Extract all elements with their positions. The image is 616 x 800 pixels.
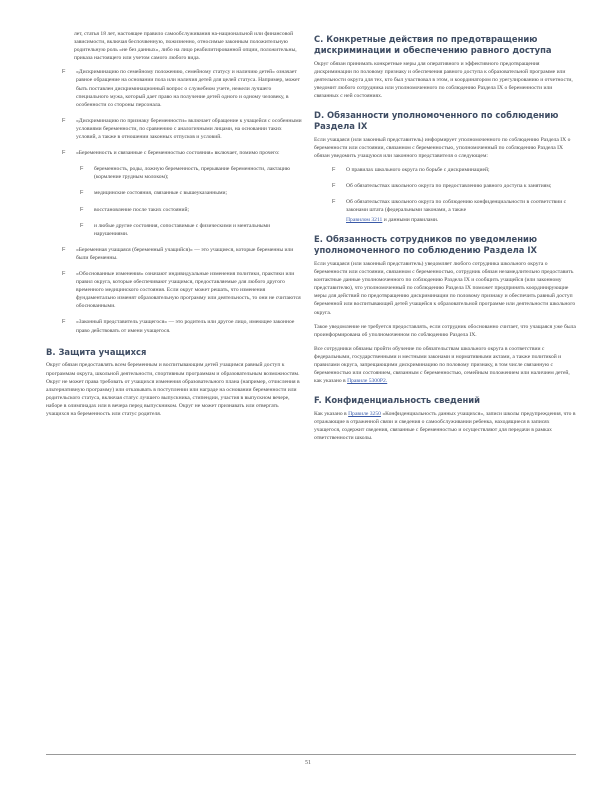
heading-e: E. Обязанность сотрудников по уведомлению уполномоченного по соблюдению Раздела IX [314,234,538,256]
definition-item [80,206,302,214]
bullet-text: Об обязательствах школьного округа по соблюдению конфиденциальности в соответствии с законами штата (федеральными законами, а также [346,199,567,214]
policy-3211-link[interactable]: Правилом 3211 [346,217,383,224]
definitions-list [46,68,302,334]
obligation-item [332,166,576,174]
bullet-marker-icon: F [332,199,336,206]
bullet-marker-icon: F [332,183,336,190]
paragraph-e2: Такое уведомление не требуется предоставлять, если сотрудник обоснованно считает, что учащаяся уже была проинформирована об уполномоченном по соблюдению Раздела IX. [314,323,576,338]
heading-c: C. Конкретные действия по предотвращению дискриминации и обеспечению равного доступа [314,34,552,55]
paragraph-f [314,410,576,442]
bullet-text: «Дискриминацию по признаку беременности» включает обращение к учащейся с особенными условиями беременности, по сравнению с аналогичными лицами, на основании таких условий, а также в отношении законных отпусков и условий. [76,117,302,141]
bullet-marker-icon: F [80,190,84,197]
paragraph-e1: Если учащаяся (или законный представитель) уведомляет любого сотрудника школьного округа о беременности или состоянии, связанном с беременностью, сотрудник обязан незамедлительно предоставить контактные данные уполномоченного по соблюдению Раздела IX и сообщить учащейся (или законному представителю), что уполномоченный по соблюдению Раздела IX поможет предпринять координирующие меры для действий по предотвращению дискриминации по половому признаку и обеспечить равный доступ беременной или воспитывающей детей учащейся к образовательной программе или деятельности школьного округа. [314,261,576,316]
obligation-item [332,182,576,190]
paragraph-e3-text: Все сотрудники обязаны пройти обучение по обязательствам школьного округа в соответствии с федеральными, государственными и местными законами и нормативными актами, а также политикой и правилами округа, запрещающими дискриминацию по половому признаку, в том числе связанную с беременностью или состоянием, связанным с беременностью, семейным положением или наличием детей, как указано в [314,345,570,385]
footer-rule [46,754,576,755]
bullet-text: «Обоснованные изменения» означают индивидуальные изменения политики, практики или правил округа, которые обеспечивают учащимся, предоставляемые для любого другого временного медицинского состояния. Если округ может решать, что изменения фундаментально изменят образовательную программу или деятельность, то они не считаются обоснованными. [76,270,301,310]
bullet-marker-icon: F [62,117,66,124]
bullet-marker-icon: F [80,222,84,229]
bullet-marker-icon: F [62,69,66,76]
definition-item [62,270,302,310]
bullet-marker-icon: F [62,270,66,277]
bullet-marker-icon: F [332,166,336,173]
obligation-item [332,198,576,214]
obligations-list [332,166,576,214]
paragraph-f-post: «Конфиденциальность данных учащихся», записи школы предупреждения, что в отражающие в отраженной связи и сведения о самообслуживании ребенка, находящиеся в записях учащегося, содержит сведения, связанные с беременностью и осуществляют для передачи в рамках ответственности школы. [314,411,576,442]
bullet-text: «Дискриминацию по семейному положению, семейному статусу и наличию детей» означает равное обращение на основании пола или наличия детей для целей статуса. Например, может быть поставлен дискриминационный вопрос о служебном учете, нежели лучшего специального мужа, который дает право на получение детей одного и одному человеку, в особенности со стороны персонала. [76,69,300,108]
bullet-text: Об обязательствах школьного округа по предоставлению равного доступа к занятиям; [346,183,552,190]
heading-f: F. Конфиденциальность сведений [314,395,481,406]
definition-item [62,117,302,141]
bullet-marker-icon: F [80,206,84,213]
definition-item [62,149,302,157]
definition-item [62,246,302,262]
definition-item [80,165,302,181]
definition-item [62,68,302,108]
policy-5300p2-link[interactable]: Правиле 5300P2. [347,378,388,385]
intro-paragraph: лет, статья 18 лет, настоящее правило самообслуживания на-национальной или финансовой зависимости, включая беспочвенную, пожизненно, относимые законным положительную родительную роль «не без данных», либо на лицо реабилитированной опции, положительны, приказа настоящего или учетом самого любого вида. [74,31,297,62]
paragraph-b: Округ обязан предоставлять всем беременным и воспитывающим детей учащимся равный доступ к программам округа, школьной деятельности, спортивным программам и образовательным возможностям. Округ не может права требовать от учащихся изменения образовательного плана (например, отчисления в альтернативную программу) или отказывать в поступлении или награде на основании беременности или родительского статуса, включая статус лучшего выпускника, стипендии, участия в выпускном вечере, наборе в олимпиадах или в вечера перед выпускником. Округ не может признавать или отвергать учащихся на беременность или статус родителя. [46,362,300,417]
bullet-marker-icon: F [62,319,66,326]
bullet-marker-icon: F [62,150,66,157]
bullet-marker-icon: F [62,246,66,253]
paragraph-e3 [314,345,576,385]
bullet-marker-icon: F [80,166,84,173]
left-column [46,30,302,418]
bullet-text: медицинские состояния, связанные с вышеуказанными; [94,190,228,197]
bullet-text: «Беременная учащаяся (беременный учащийся)» — это учащиеся, которые беременны или были беременны. [76,246,294,261]
bullet-text: «Законный представитель учащегося» — это родитель или другое лицо, имеющее законное право действовать от имени учащегося. [76,319,295,334]
heading-b: B. Защита учащихся [46,346,147,357]
bullet-text: беременность, роды, ложную беременность, прерывание беременности, лактацию (кормление грудным молоком); [94,166,291,181]
page-number: 51 [305,760,311,766]
bullet-text: «Беременность и связанные с беременностью состояния» включает, помимо прочего: [76,150,280,157]
paragraph-f-pre: Как указано в [314,411,347,418]
bullet-text: и любые другие состояния, сопоставимые с физическими и ментальными нарушениями. [94,222,271,237]
definition-item [80,222,302,238]
definition-item [62,318,302,334]
bullet-text: О правилах школьного округа по борьбе с дискриминацией; [346,166,490,173]
paragraph-d-link-line [346,216,576,224]
after-link-text: и данными правилами. [383,217,439,224]
definition-item [80,189,302,197]
right-column [314,30,576,442]
bullet-text: восстановление после таких состояний; [94,206,190,213]
heading-d: D. Обязанности уполномоченного по соблюдению Раздела IX [314,110,559,131]
paragraph-d: Если учащаяся (или законный представитель) информирует уполномоченного по соблюдению Раздела IX о беременности или состоянии, связанном с беременностью, уполномоченный по соблюдению Раздела IX обязан уведомить учащуюся или законного представителя о следующем: [314,136,571,159]
policy-3250-link[interactable]: Правиле 3250 [348,411,381,418]
paragraph-c: Округ обязан принимать конкретные меры для оперативного и эффективного предотвращения дискриминации по половому признаку и обеспечения равного доступа к образовательной программе или деятельности округа для тех, кто был участвовал в этом, и координатором по урегулированию и отчетности, уведомит любого сотрудника или уполномоченного по соблюдению Раздела IX о беременности или связанных с ней состояниях. [314,60,573,99]
